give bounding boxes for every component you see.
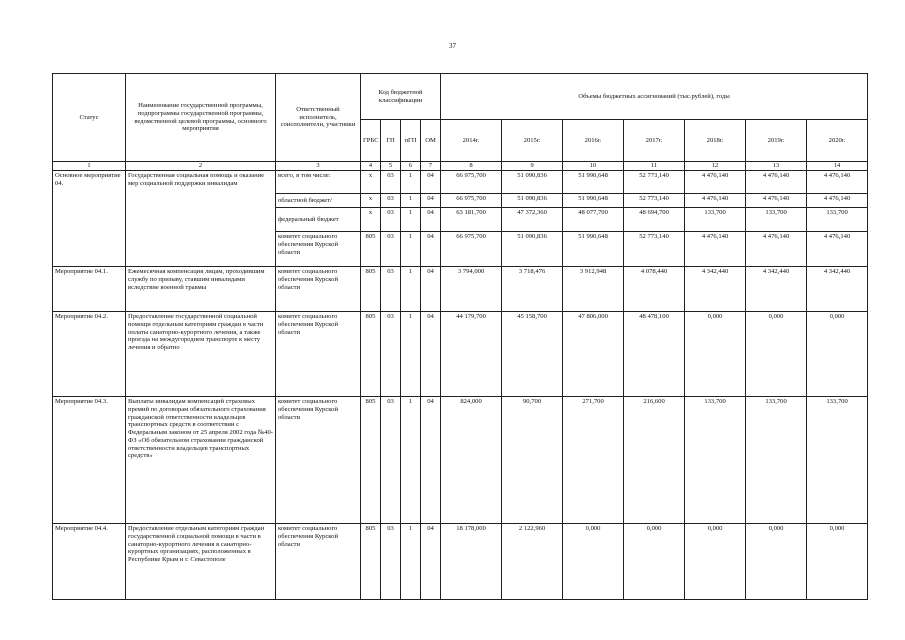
- row-executor: комитет социального обеспечения Курской области: [276, 312, 361, 397]
- table-row: [53, 524, 868, 600]
- column-number: 12: [685, 162, 746, 171]
- column-number: 9: [502, 162, 563, 171]
- row-value: 48 077,700: [563, 208, 624, 232]
- row-code: 03: [381, 171, 401, 194]
- header-year: 2016г.: [563, 120, 624, 162]
- row-code: 04: [421, 232, 441, 267]
- row-value: 0,000: [685, 312, 746, 397]
- header-status: Статус: [53, 74, 126, 162]
- row-value: 52 773,140: [624, 232, 685, 267]
- row-value: 47 372,360: [502, 208, 563, 232]
- row-value: 18 178,000: [441, 524, 502, 600]
- row-code: 805: [361, 312, 381, 397]
- row-code: 1: [401, 232, 421, 267]
- row-code: х: [361, 208, 381, 232]
- row-value: 0,000: [563, 524, 624, 600]
- row-code: 805: [361, 524, 381, 600]
- row-value: 133,700: [685, 208, 746, 232]
- row-value: 0,000: [746, 312, 807, 397]
- row-value: 51 090,836: [502, 171, 563, 194]
- row-value: 4 476,140: [685, 232, 746, 267]
- row-status: Мероприятие 04.3.: [53, 397, 126, 524]
- row-value: 3 718,476: [502, 267, 563, 312]
- row-value: 133,700: [746, 397, 807, 524]
- row-value: 3 912,948: [563, 267, 624, 312]
- row-code: 03: [381, 397, 401, 524]
- row-code: 805: [361, 267, 381, 312]
- row-value: 4 476,140: [746, 194, 807, 208]
- header-name: Наименование государственной программы, подпрограммы государственной программы, ведомственной целевой программы, основного мероприятия: [126, 74, 276, 162]
- header-year: 2018г.: [685, 120, 746, 162]
- row-value: 4 476,140: [685, 194, 746, 208]
- row-executor: комитет социального обеспечения Курской области: [276, 232, 361, 267]
- row-value: 51 990,648: [563, 194, 624, 208]
- row-value: 0,000: [746, 524, 807, 600]
- row-code: 1: [401, 267, 421, 312]
- row-code: 1: [401, 524, 421, 600]
- row-value: 51 090,836: [502, 232, 563, 267]
- row-name: Государственная социальная помощь и оказание мер социальной поддержки инвалидам: [126, 171, 276, 267]
- column-number: 14: [807, 162, 868, 171]
- budget-table: [52, 73, 868, 600]
- row-name: Предоставление государственной социальной помощи отдельным категориям граждан в части оплаты санаторно-курортного лечения, а также проезда на междугороднем транспорте к месту лечения и обратно: [126, 312, 276, 397]
- row-value: 824,000: [441, 397, 502, 524]
- row-executor: всего, в том числе:: [276, 171, 361, 194]
- row-name: Ежемесячная компенсация лицам, проходившим службу по призыву, ставшим инвалидами вследствие военной травмы: [126, 267, 276, 312]
- row-code: 04: [421, 208, 441, 232]
- row-value: 133,700: [807, 208, 868, 232]
- row-value: 48 478,100: [624, 312, 685, 397]
- table-row: [53, 397, 868, 524]
- header-year: 2015г.: [502, 120, 563, 162]
- column-number: 2: [126, 162, 276, 171]
- row-value: 63 181,700: [441, 208, 502, 232]
- row-value: 51 990,648: [563, 232, 624, 267]
- row-value: 44 179,700: [441, 312, 502, 397]
- row-executor: областной бюджет/: [276, 194, 361, 208]
- row-value: 4 476,140: [807, 232, 868, 267]
- row-name: Предоставление отдельным категориям граждан государственной социальной помощи в части в санаторно-курортного лечения в санаторно-курортных организациях, расположенных в Республике Крым и г. Севастополе: [126, 524, 276, 600]
- column-number: 4: [361, 162, 381, 171]
- row-value: 51 090,836: [502, 194, 563, 208]
- row-status: Мероприятие 04.4.: [53, 524, 126, 600]
- row-executor: комитет социального обеспечения Курской области: [276, 524, 361, 600]
- row-executor: федеральный бюджет: [276, 208, 361, 232]
- row-value: 47 806,000: [563, 312, 624, 397]
- row-code: 04: [421, 267, 441, 312]
- row-value: 133,700: [685, 397, 746, 524]
- row-code: 03: [381, 232, 401, 267]
- row-value: 90,700: [502, 397, 563, 524]
- row-name: Выплаты инвалидам компенсаций страховых премий по договорам обязательного страхования гражданской ответственности владельцев транспортных средств в соответствии с Федеральным законом от 25 апреля 2002 года №40-ФЗ «Об обязательном страховании гражданской ответственности владельцев транспортных средств»: [126, 397, 276, 524]
- header-year: 2020г.: [807, 120, 868, 162]
- header-code: ГП: [381, 120, 401, 162]
- row-value: 66 975,700: [441, 232, 502, 267]
- row-value: 51 990,648: [563, 171, 624, 194]
- row-value: 3 794,000: [441, 267, 502, 312]
- row-value: 52 773,140: [624, 171, 685, 194]
- row-code: 1: [401, 397, 421, 524]
- row-value: 4 342,440: [807, 267, 868, 312]
- column-number: 11: [624, 162, 685, 171]
- row-value: 66 975,700: [441, 194, 502, 208]
- row-value: 4 342,440: [746, 267, 807, 312]
- row-value: 4 476,140: [746, 232, 807, 267]
- row-code: 1: [401, 171, 421, 194]
- row-value: 66 975,700: [441, 171, 502, 194]
- row-code: 805: [361, 232, 381, 267]
- row-code: 04: [421, 397, 441, 524]
- row-value: 133,700: [807, 397, 868, 524]
- header-code-group: Код бюджетной классификации: [361, 74, 441, 120]
- row-code: 03: [381, 208, 401, 232]
- row-value: 4 476,140: [685, 171, 746, 194]
- row-value: 2 122,960: [502, 524, 563, 600]
- row-status: Мероприятие 04.1.: [53, 267, 126, 312]
- column-number: 8: [441, 162, 502, 171]
- row-status: Основное мероприятие 04.: [53, 171, 126, 267]
- header-code: пГП: [401, 120, 421, 162]
- table-row: [53, 267, 868, 312]
- row-value: 0,000: [807, 524, 868, 600]
- row-value: 4 476,140: [746, 171, 807, 194]
- header-year: 2014г.: [441, 120, 502, 162]
- column-number: 13: [746, 162, 807, 171]
- table-row: [53, 171, 868, 194]
- row-executor: комитет социального обеспечения Курской области: [276, 397, 361, 524]
- row-code: 1: [401, 312, 421, 397]
- row-code: 805: [361, 397, 381, 524]
- row-status: Мероприятие 04.2.: [53, 312, 126, 397]
- column-number: 7: [421, 162, 441, 171]
- header-year: 2019г.: [746, 120, 807, 162]
- column-number: 10: [563, 162, 624, 171]
- row-code: 04: [421, 524, 441, 600]
- row-value: 4 476,140: [807, 171, 868, 194]
- row-code: 03: [381, 267, 401, 312]
- header-code: ОМ: [421, 120, 441, 162]
- row-code: 03: [381, 194, 401, 208]
- row-code: х: [361, 171, 381, 194]
- header-volumes: Объемы бюджетных ассигнований (тыс.рублей), годы: [441, 74, 868, 120]
- row-code: 1: [401, 194, 421, 208]
- column-number: 6: [401, 162, 421, 171]
- row-code: 03: [381, 312, 401, 397]
- column-number: 5: [381, 162, 401, 171]
- row-value: 216,600: [624, 397, 685, 524]
- header-executor: Ответственный исполнитель, соисполнители, участники: [276, 74, 361, 162]
- column-number: 3: [276, 162, 361, 171]
- row-value: 0,000: [807, 312, 868, 397]
- row-value: 133,700: [746, 208, 807, 232]
- row-code: 04: [421, 312, 441, 397]
- page-number: 37: [449, 42, 456, 50]
- header-code: ГРБС: [361, 120, 381, 162]
- row-value: 4 078,440: [624, 267, 685, 312]
- row-value: 52 773,140: [624, 194, 685, 208]
- row-value: 4 342,440: [685, 267, 746, 312]
- row-value: 4 476,140: [807, 194, 868, 208]
- row-code: 04: [421, 194, 441, 208]
- row-code: 04: [421, 171, 441, 194]
- row-value: 45 158,700: [502, 312, 563, 397]
- header-year: 2017г.: [624, 120, 685, 162]
- column-number: 1: [53, 162, 126, 171]
- row-value: 48 694,700: [624, 208, 685, 232]
- row-value: 271,700: [563, 397, 624, 524]
- table-row: [53, 312, 868, 397]
- row-code: х: [361, 194, 381, 208]
- row-value: 0,000: [624, 524, 685, 600]
- row-code: 03: [381, 524, 401, 600]
- row-code: 1: [401, 208, 421, 232]
- row-value: 0,000: [685, 524, 746, 600]
- row-executor: комитет социального обеспечения Курской области: [276, 267, 361, 312]
